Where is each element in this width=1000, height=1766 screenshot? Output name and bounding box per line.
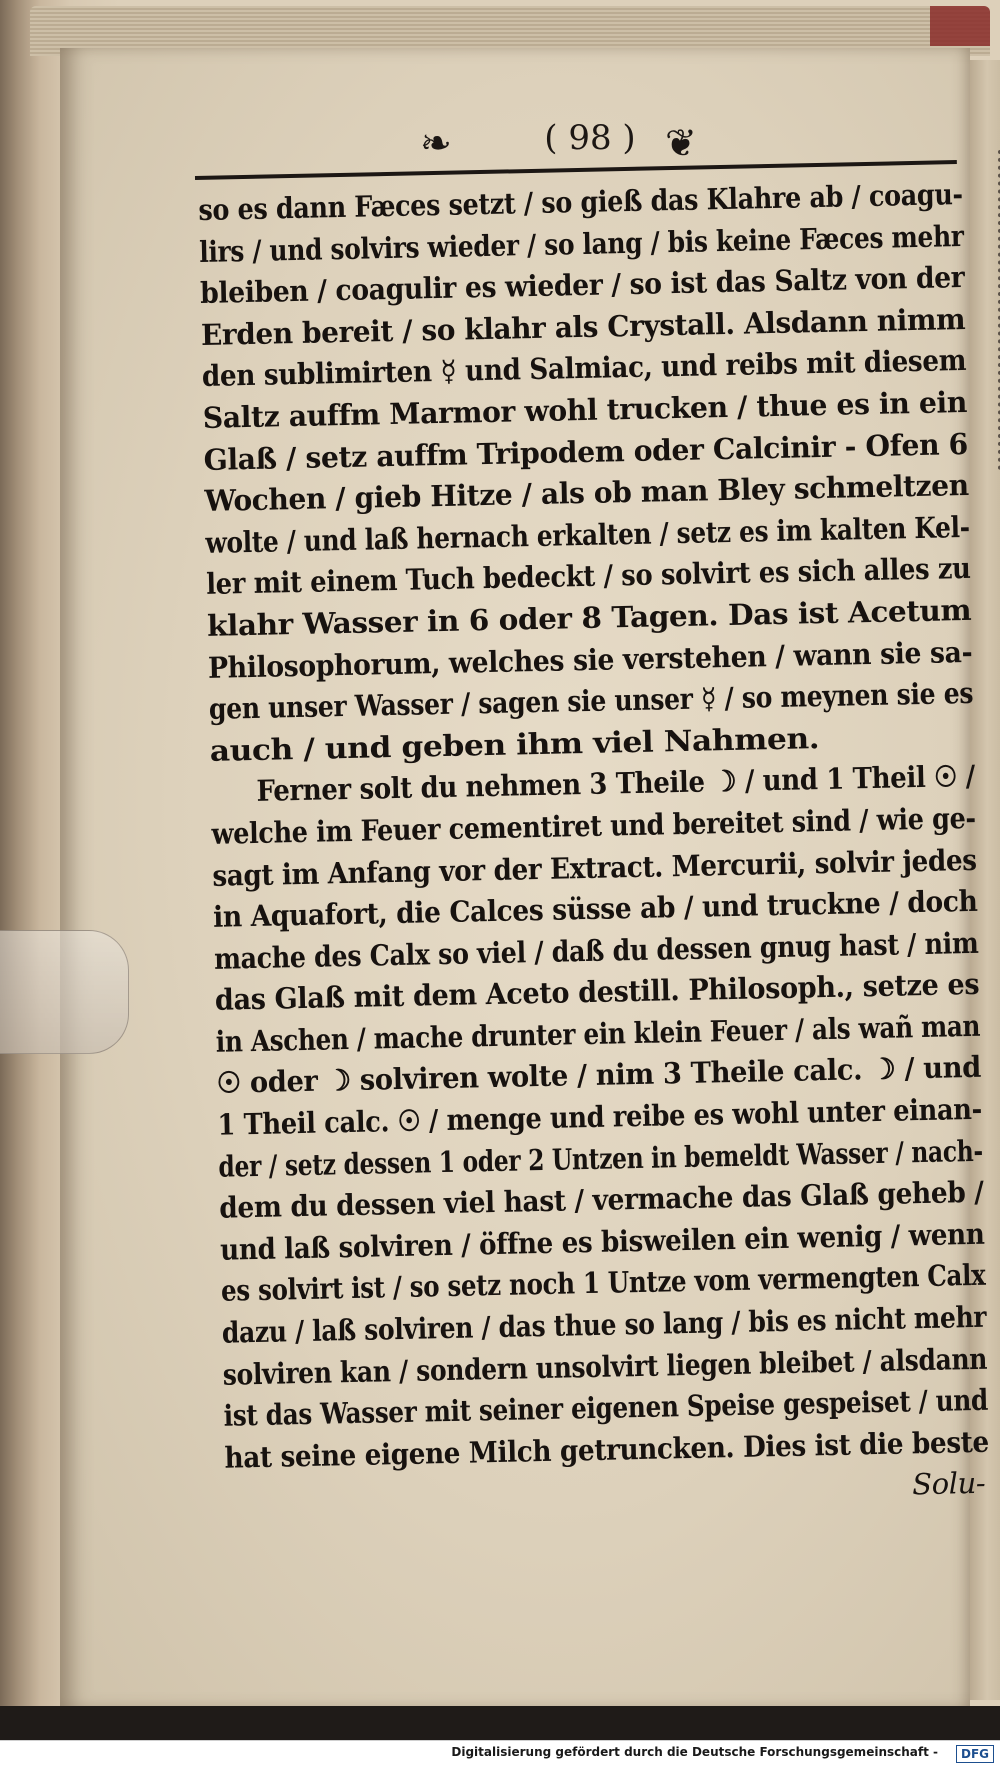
text-line: bleiben / coagulir es wieder / so ist das Saltz von der	[199, 260, 965, 311]
text-line: Wochen / gieb Hitze / als ob man Bley schmeltzen	[204, 468, 970, 519]
text-line: sagt im Anfang vor der Extract. Mercurii, solvir jedes	[212, 842, 977, 893]
text-line: hat seine eigene Milch getruncken. Dies ist die beste	[224, 1424, 990, 1475]
text-line: auch / und geben ihm viel Nahmen.	[209, 720, 820, 768]
text-line: es solvirt ist / so setz noch 1 Untze vom vermengten Calx	[220, 1258, 986, 1309]
text-line: ☉ oder ☽ solviren wolte / nim 3 Theile calc. ☽ / und	[216, 1050, 982, 1101]
text-line: Philosophorum, welches sie verstehen / wann sie sa-	[207, 634, 973, 685]
ornament-left-icon: ❧	[420, 121, 452, 165]
text-line: dem du dessen viel hast / vermache das Glaß geheb /	[218, 1175, 984, 1226]
text-line: wolte / und laß hernach erkalten / setz es im kalten Kel-	[205, 509, 970, 560]
text-line: ler mit einem Tuch bedeckt / so solvirt es sich alles zu	[205, 551, 971, 602]
page-header	[195, 118, 965, 178]
text-line: ist das Wasser mit seiner eigenen Speise gespeiset / und	[223, 1382, 989, 1433]
next-page-text-marks	[984, 150, 1000, 470]
text-line: so es dann Fæces setzt / so gieß das Klahre ab / coagu-	[198, 176, 964, 227]
paragraph-start-line: Ferner solt du nehmen 3 Theile ☽ / und 1 Theil ☉ /	[256, 759, 976, 809]
funding-credit: Digitalisierung gefördert durch die Deutsche Forschungsgemeinschaft -	[451, 1745, 938, 1759]
scan-background-band	[0, 1706, 1000, 1740]
text-line: und laß solviren / öffne es bisweilen ein wenig / wenn	[219, 1216, 985, 1267]
text-line: solviren kan / sondern unsolvirt liegen bleibet / alsdann	[222, 1341, 988, 1392]
bookmark-tab	[0, 930, 129, 1054]
text-line: dazu / laß solviren / das thue so lang / bis es nicht mehr	[221, 1299, 987, 1350]
text-line: welche im Feuer cementiret und bereitet sind / wie ge-	[211, 800, 977, 851]
text-line: das Glaß mit dem Aceto destill. Philosoph., setze es	[214, 967, 980, 1018]
catchword: Solu-	[911, 1466, 986, 1502]
text-line: Erden bereit / so klahr als Crystall. Alsdann nimm	[200, 301, 966, 352]
text-line: den sublimirten ☿ und Salmiac, und reibs mit diesem	[201, 343, 967, 394]
page-number: ( 98 )	[544, 118, 636, 158]
text-line: in Aschen / mache drunter ein klein Feuer / als wañ man	[215, 1008, 981, 1059]
text-line: Glaß / setz auffm Tripodem oder Calcinir - Ofen 6	[203, 426, 969, 477]
text-line: lirs / und solvirs wieder / so lang / bis keine Fæces mehr	[198, 218, 964, 269]
ornament-right-icon: ❦	[665, 121, 697, 165]
text-line: 1 Theil calc. ☉ / menge und reibe es wohl unter einan-	[217, 1091, 983, 1142]
text-line: mache des Calx so viel / daß du dessen gnug hast / nim	[213, 925, 979, 976]
text-line: klahr Wasser in 6 oder 8 Tagen. Das ist Acetum	[206, 592, 972, 643]
text-line: der / setz dessen 1 oder 2 Untzen in bemeldt Wasser / nach-	[218, 1133, 984, 1184]
text-line: gen unser Wasser / sagen sie unser ☿ / so meynen sie es	[208, 676, 974, 727]
page-text-block	[198, 174, 996, 1521]
text-line: Saltz auffm Marmor wohl trucken / thue es in ein	[202, 384, 968, 435]
dfg-logo-icon[interactable]: DFG	[956, 1745, 994, 1763]
text-line: in Aquafort, die Calces süsse ab / und truckne / doch	[212, 883, 978, 934]
footer-bar	[0, 1740, 1000, 1766]
